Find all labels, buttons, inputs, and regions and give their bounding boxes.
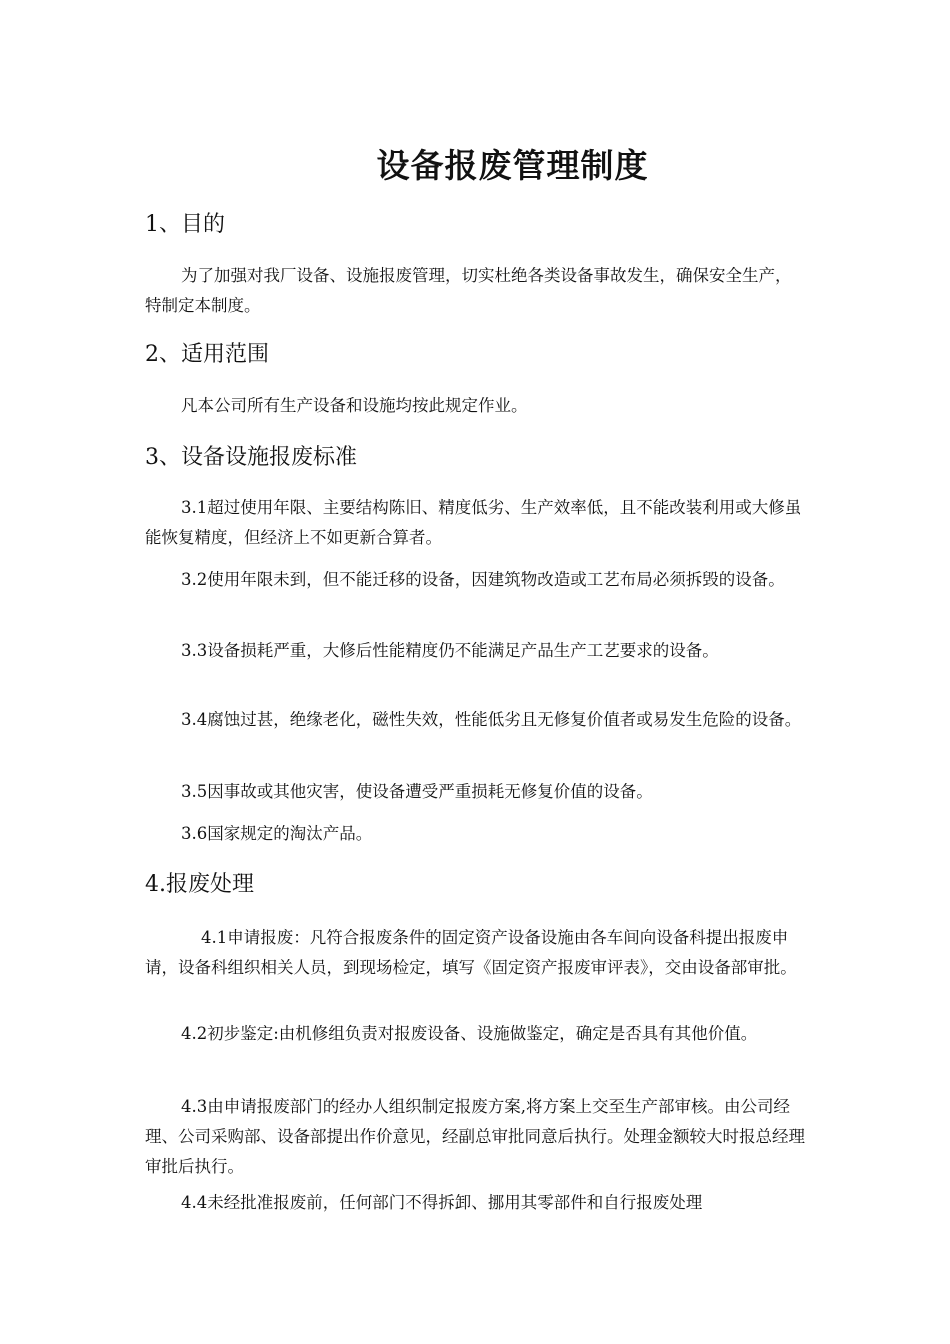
- paragraph-criteria-3-5: 3.5因事故或其他灾害，使设备遭受严重损耗无修复价值的设备。: [181, 782, 653, 801]
- paragraph-disposal-4-2: 4.2初步鉴定:由机修组负责对报废设备、设施做鉴定，确定是否具有其他价值。: [181, 1024, 758, 1043]
- section-heading-disposal: 4.报废处理: [145, 872, 254, 897]
- section-heading-purpose: 1、目的: [145, 212, 225, 237]
- paragraph-disposal-4-1: 4.1申请报废：凡符合报废条件的固定资产设备设施由各车间向设备科提出报废申请，设备科组织相关人员，到现场检定，填写《固定资产报废审评表》，交由设备部审批。: [145, 928, 797, 977]
- paragraph-criteria-3-3: 3.3设备损耗严重，大修后性能精度仍不能满足产品生产工艺要求的设备。: [181, 641, 719, 660]
- section-heading-criteria: 3、设备设施报废标准: [145, 445, 357, 470]
- paragraph-scope: 凡本公司所有生产设备和设施均按此规定作业。: [181, 396, 528, 415]
- paragraph-purpose: 为了加强对我厂设备、设施报废管理，切实杜绝各类设备事故发生，确保安全生产，特制定本制度。: [145, 266, 792, 315]
- paragraph-criteria-3-2: 3.2使用年限未到，但不能迁移的设备，因建筑物改造或工艺布局必须拆毁的设备。: [181, 570, 785, 589]
- section-heading-scope: 2、适用范围: [145, 342, 269, 367]
- paragraph-disposal-4-4: 4.4未经批准报废前，任何部门不得拆卸、挪用其零部件和自行报废处理: [181, 1193, 703, 1212]
- paragraph-criteria-3-4: 3.4腐蚀过甚，绝缘老化，磁性失效，性能低劣且无修复价值者或易发生危险的设备。: [181, 710, 802, 729]
- paragraph-criteria-3-1: 3.1超过使用年限、主要结构陈旧、精度低劣、生产效率低，且不能改装利用或大修虽能恢复精度，但经济上不如更新合算者。: [145, 498, 802, 547]
- document-title: 设备报废管理制度: [376, 146, 649, 185]
- paragraph-criteria-3-6: 3.6国家规定的淘汰产品。: [181, 824, 373, 843]
- paragraph-disposal-4-3: 4.3由申请报废部门的经办人组织制定报废方案,将方案上交至生产部审核。由公司经理、公司采购部、设备部提出作价意见，经副总审批同意后执行。处理金额较大时报总经理审批后执行。: [145, 1097, 805, 1176]
